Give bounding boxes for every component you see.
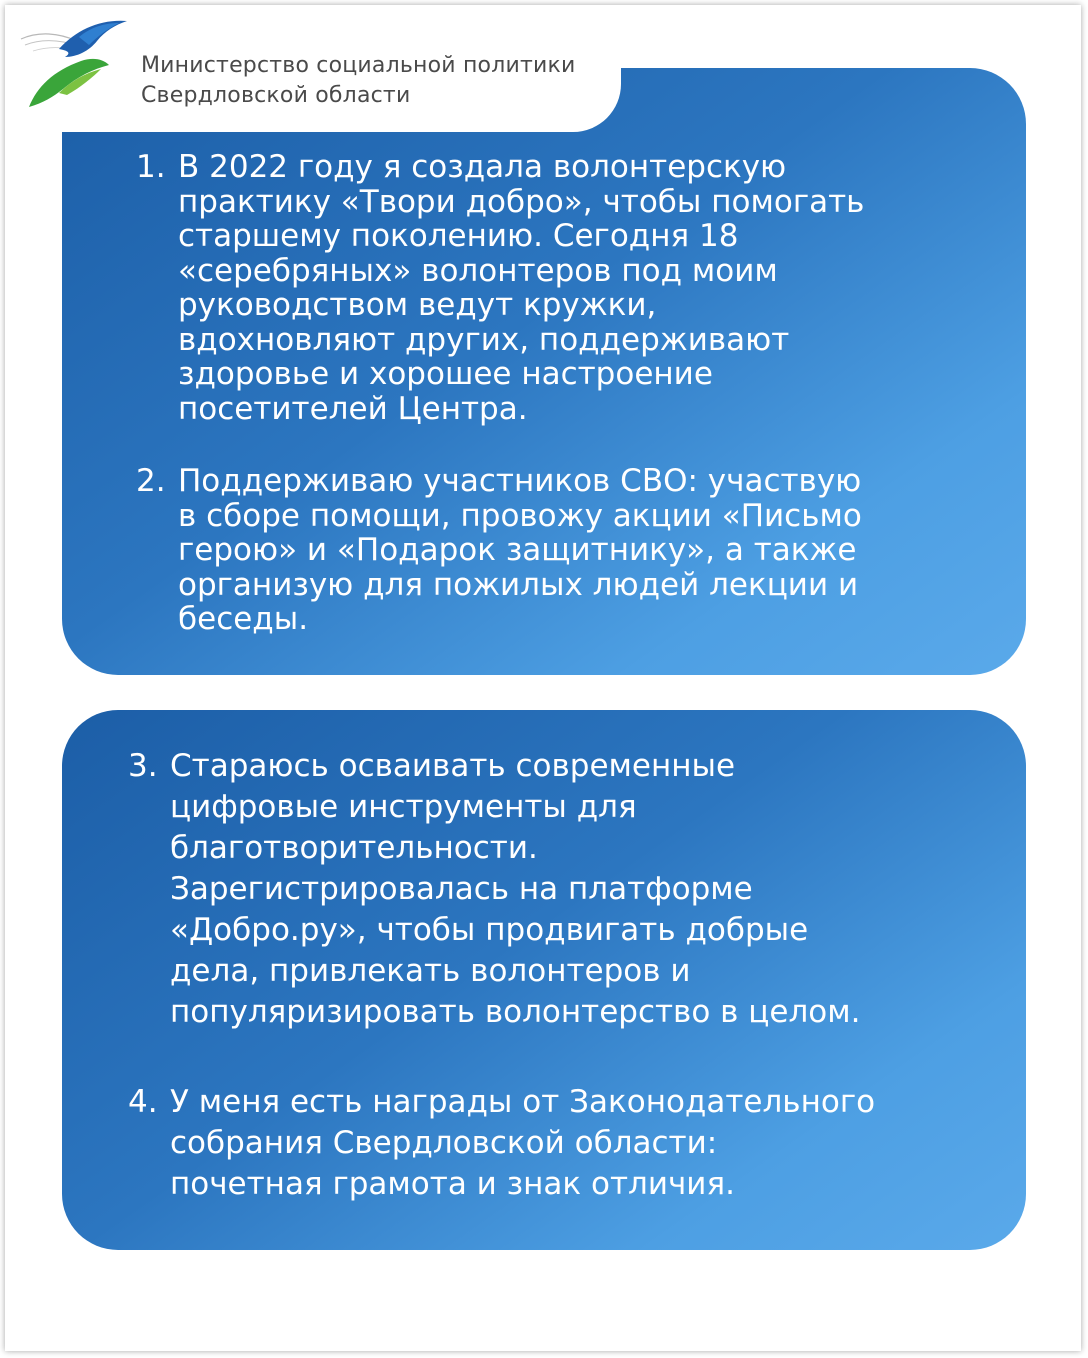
org-name-line-2: Свердловской области [141, 83, 411, 108]
org-name-line-1: Министерство социальной политики [141, 53, 576, 78]
header [5, 5, 621, 132]
list-item-3 [128, 746, 982, 1033]
bird-leaf-logo-icon [19, 15, 131, 111]
list-item-1 [136, 150, 990, 426]
list-item-text: Стараюсь осваивать современные цифровые инструменты для благотворительности. Зарегистрировалась на платформе «Добро.ру», чтобы продвигать добрые дела, привлекать волонтеров и популяризировать волонтерство в целом. [170, 748, 861, 1030]
list-item-number: 3. [128, 748, 158, 784]
list-item-number: 1. [136, 149, 166, 185]
list-item-2 [136, 464, 990, 637]
list-item-number: 2. [136, 463, 166, 499]
list-item-4 [128, 1082, 982, 1205]
list-item-number: 4. [128, 1084, 158, 1120]
org-name [141, 51, 575, 111]
list-item-text: У меня есть награды от Законодательного собрания Свердловской области: почетная грамота и знак отличия. [170, 1084, 876, 1202]
list-item-text: В 2022 году я создала волонтерскую практику «Твори добро», чтобы помогать старшему поколению. Сегодня 18 «серебряных» волонтеров под моим руководством ведут кружки, вдохновляют других, поддерживают здоровье и хорошее настроение посетителей Центра. [178, 149, 865, 427]
list-item-text: Поддерживаю участников СВО: участвую в сборе помощи, провожу акции «Письмо герою» и «Подарок защитнику», а также организую для пожилых людей лекции и беседы. [178, 463, 862, 637]
